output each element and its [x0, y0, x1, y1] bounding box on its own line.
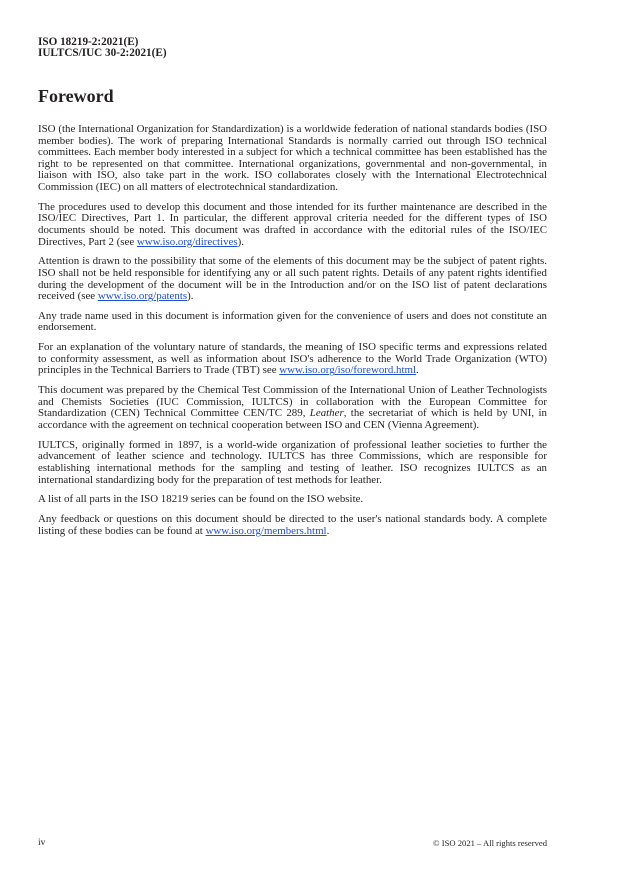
page-number: iv — [38, 838, 46, 848]
text: Any feedback or questions on this document should be directed to the user's national standards body. A complete listing of these bodies can be found at — [38, 513, 547, 537]
text: This document was prepared by the Chemical Test Commission of the International Union of Leather Technologists and Chemists Societies (IUC Commission, IULTCS) in collaboration with the European Committee for Standardization (CEN) Technical Committee CEN/TC 289, — [38, 384, 547, 420]
paragraph-iultcs: IULTCS, originally formed in 1897, is a world-wide organization of professional leather societies to further the advancement of leather science and technology. IULTCS has three Commissions, which are responsible for establishing international methods for the sampling and testing of leather. ISO recognizes IULTCS as an international standardizing body for the preparation of test methods for leather. — [38, 438, 547, 486]
link-patents[interactable]: www.iso.org/patents — [97, 290, 188, 303]
foreword-body — [38, 124, 547, 546]
standard-number: ISO 18219-2:2021(E) — [38, 36, 139, 48]
text: ). — [237, 235, 244, 248]
committee-title: Leather — [309, 407, 344, 420]
link-directives[interactable]: www.iso.org/directives — [136, 235, 238, 248]
paragraph-prepared-by — [38, 385, 547, 431]
text: For an explanation of the voluntary nature of standards, the meaning of ISO specific terms and expressions related to conformity assessment, as well as information about ISO's adherence to the World Trade Organization (WTO) principles in the Technical Barriers to Trade (TBT) see — [38, 341, 547, 377]
iultcs-number: IULTCS/IUC 30-2:2021(E) — [38, 47, 167, 59]
page-title: Foreword — [38, 86, 114, 106]
text: ). — [187, 290, 194, 303]
paragraph-trade-name: Any trade name used in this document is information given for the convenience of users and does not constitute an endorsement. — [38, 309, 547, 334]
document-header — [38, 37, 167, 59]
paragraph-iso-intro: ISO (the International Organization for Standardization) is a worldwide federation of national standards bodies (ISO member bodies). The work of preparing International Standards is normally carried out through ISO technical committees. Each member body interested in a subject for which a technical committee has been established has the right to be represented on that committee. International organizations, governmental and non-governmental, in liaison with ISO, also take part in the work. ISO collaborates closely with the International Electrotechnical Commission (IEC) on all matters of electrotechnical standardization. — [38, 123, 547, 193]
text: . — [416, 364, 419, 377]
text: . — [326, 524, 330, 537]
text: Attention is drawn to the possibility that some of the elements of this document may be the subject of patent rights. ISO shall not be held responsible for identifying any or all such patent rights. Details of any patent rights identified during the development of the document will be in the Introduction and/or on the ISO list of patent declarations received (see — [38, 255, 547, 303]
text: The procedures used to develop this document and those intended for its further maintenance are described in the ISO/IEC Directives, Part 1. In particular, the different approval criteria needed for the different types of ISO documents should be noted. This document was drafted in accordance with the editorial rules of the ISO/IEC Directives, Part 2 (see — [38, 200, 547, 248]
paragraph-patents — [38, 256, 547, 302]
copyright: © ISO 2021 – All rights reserved — [433, 838, 547, 848]
link-foreword[interactable]: www.iso.org/iso/foreword.html — [279, 364, 417, 377]
link-members[interactable]: www.iso.org/members.html — [205, 524, 327, 537]
text: , the secretariat of which is held by UNI, in accordance with the agreement on technical cooperation between ISO and CEN (Vienna Agreement). — [38, 407, 547, 431]
paragraph-parts-list: A list of all parts in the ISO 18219 series can be found on the ISO website. — [38, 493, 364, 506]
paragraph-voluntary — [38, 342, 547, 377]
paragraph-procedures — [38, 202, 547, 248]
paragraph-feedback — [38, 514, 547, 537]
